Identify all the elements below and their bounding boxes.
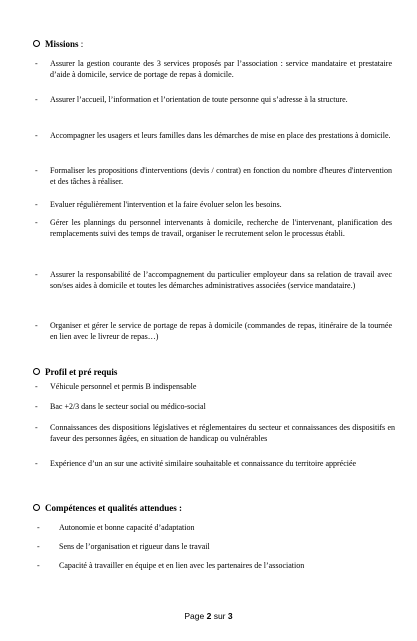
dash-bullet: - [35,59,38,68]
profil-item-text: Bac +2/3 dans le secteur social ou médico-social [50,402,206,411]
dash-bullet: - [37,523,40,532]
circle-bullet-icon [33,504,40,511]
missions-item [35,94,392,105]
dash-bullet: - [35,423,38,432]
missions-item-text: Formaliser les propositions d'interventions (devis / contrat) en fonction du nombre d'heures d'intervention et des tâches à réaliser. [50,166,392,186]
missions-item-text: Assurer la gestion courante des 3 services proposés par l’association : service mandataire et prestataire d’aide à domicile, service de portage de repas à domicile. [50,59,392,79]
competences-item-text: Sens de l’organisation et rigueur dans le travail [59,542,210,551]
dash-bullet: - [35,95,38,104]
dash-bullet: - [35,131,38,140]
missions-item [35,165,392,187]
dash-bullet: - [35,166,38,175]
competences-item [37,541,389,552]
missions-heading [33,38,83,50]
dash-bullet: - [35,402,38,411]
profil-item [35,381,395,392]
profil-item [35,401,395,412]
footer-middle: sur [211,611,228,621]
competences-title: Compétences et qualités attendues : [45,503,182,513]
missions-item-text: Evaluer régulièrement l'intervention et la faire évoluer selon les besoins. [50,200,282,209]
footer-current-page: 2 [206,611,212,621]
missions-item [35,199,392,210]
dash-bullet: - [35,200,38,209]
footer-prefix: Page [184,611,207,621]
profil-item-text: Connaissances des dispositions législatives et réglementaires du secteur et connaissances des dispositifs en faveur des personnes âgées, en situation de handicap ou vulnérables [50,423,395,443]
footer-total-pages: 3 [227,611,233,621]
competences-item [37,560,389,571]
missions-item-text: Assurer l’accueil, l’information et l’orientation de toute personne qui s’adresse à la structure. [50,95,348,104]
dash-bullet: - [35,270,38,279]
competences-item-text: Autonomie et bonne capacité d’adaptation [59,523,195,532]
profil-heading [33,366,117,378]
competences-heading [33,502,182,514]
dash-bullet: - [37,561,40,570]
missions-title-suffix: : [78,39,84,49]
missions-item [35,269,392,291]
profil-item [35,422,395,444]
profil-item-text: Véhicule personnel et permis B indispensable [50,382,197,391]
dash-bullet: - [35,321,38,330]
profil-title: Profil et pré requis [45,367,118,377]
dash-bullet: - [37,542,40,551]
missions-item-text: Accompagner les usagers et leurs familles dans les démarches de mise en place des prestations à domicile. [50,131,391,140]
profil-item-text: Expérience d’un an sur une activité similaire souhaitable et connaissance du territoire appréciée [50,459,357,468]
competences-item-text: Capacité à travailler en équipe et en lien avec les partenaires de l’association [59,561,305,570]
missions-item [35,130,392,141]
profil-item [35,458,395,469]
circle-bullet-icon [33,40,40,47]
missions-item-text: Gérer les plannings du personnel intervenants à domicile, recherche de l'intervenant, planification des remplacements suivi des temps de travail, organiser le recrutement selon le processus établi. [50,218,392,238]
missions-item [35,217,392,239]
missions-item [35,320,392,342]
dash-bullet: - [35,459,38,468]
competences-item [37,522,389,533]
missions-item [35,58,392,80]
missions-title: Missions [45,39,79,49]
dash-bullet: - [35,382,38,391]
circle-bullet-icon [33,368,40,375]
page-footer [0,611,417,621]
dash-bullet: - [35,218,38,227]
missions-item-text: Assurer la responsabilité de l’accompagnement du particulier employeur dans sa relation de travail avec son/ses aides à domicile et toutes les démarches administratives associées (service mandataire.) [50,270,392,290]
missions-item-text: Organiser et gérer le service de portage de repas à domicile (commandes de repas, itinéraire de la tournée en lien avec le livreur de repas…) [50,321,392,341]
